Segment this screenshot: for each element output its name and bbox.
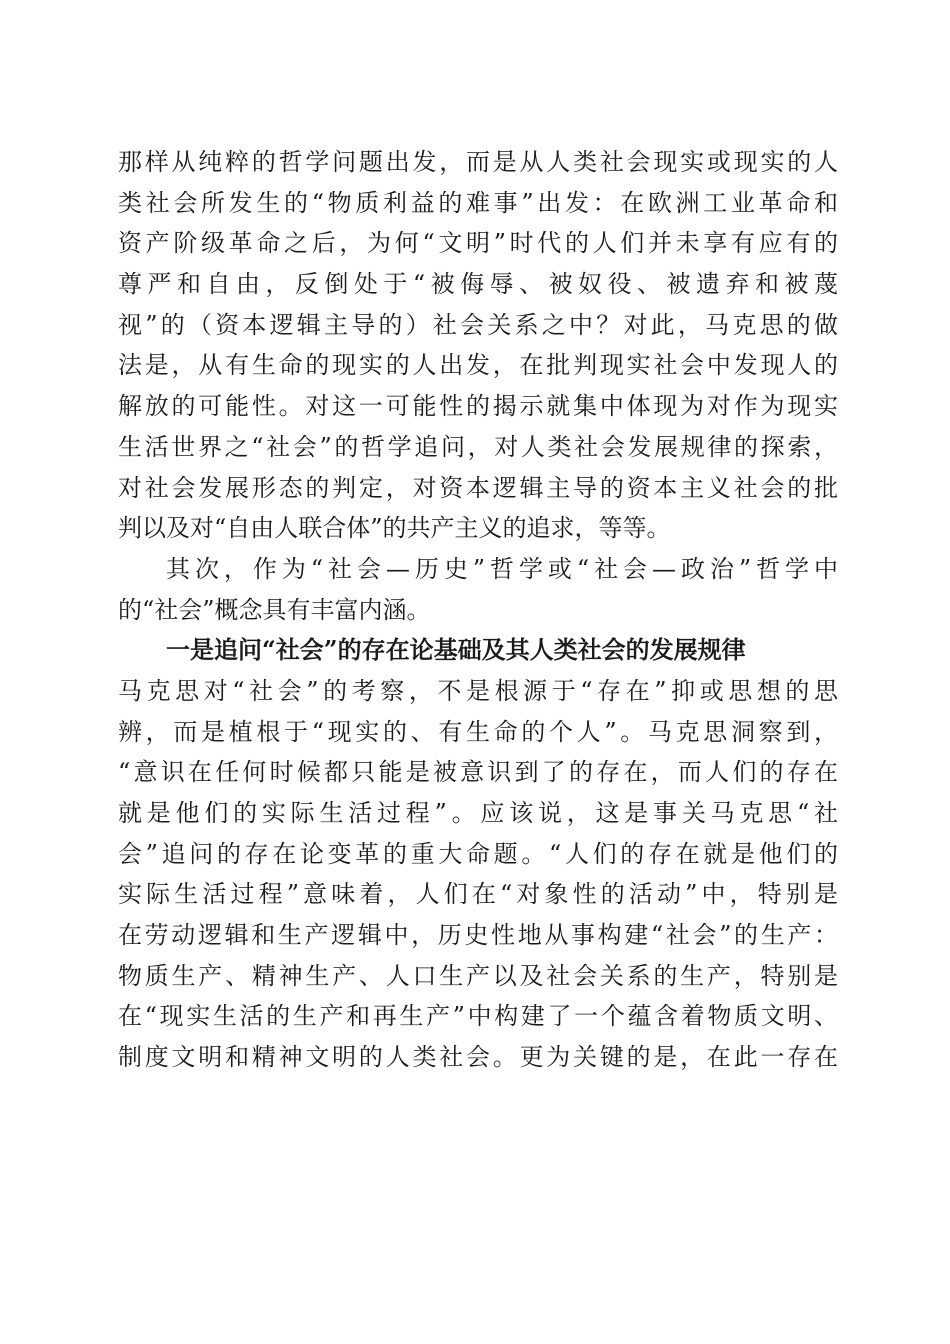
text-line: 物质生产、精神生产、人口生产以及社会关系的生产，特别是 [118,961,838,990]
text-line: “意识在任何时候都只能是被意识到了的存在，而人们的存在 [118,758,838,787]
text-line: 对社会发展形态的判定，对资本逻辑主导的资本主义社会的批 [118,473,838,502]
text-line: 生活世界之“社会”的哲学追问，对人类社会发展规律的探索， [118,432,838,461]
text-line: 判以及对“自由人联合体”的共产主义的追求，等等。 [118,514,671,543]
text-line: 在“现实生活的生产和再生产”中构建了一个蕴含着物质文明、 [118,1002,838,1031]
text-line: 制度文明和精神文明的人类社会。更为关键的是，在此一存在 [118,1043,838,1072]
text-line: 的“社会”概念具有丰富内涵。 [118,595,431,624]
text-line: 就是他们的实际生活过程”。应该说，这是事关马克思“社 [118,799,838,827]
text-line: 马克思对“社会”的考察，不是根源于“存在”抑或思想的思 [118,676,838,705]
text-line: 实际生活过程”意味着，人们在“对象性的活动”中，特别是 [118,880,838,909]
text-line: 资产阶级革命之后，为何“文明”时代的人们并未享有应有的 [118,229,838,258]
text-line: 视”的（资本逻辑主导的）社会关系之中？对此，马克思的做 [118,310,838,339]
text-line: 会”追问的存在论变革的重大命题。“人们的存在就是他们的 [118,839,838,868]
text-line: 那样从纯粹的哲学问题出发，而是从人类社会现实或现实的人 [118,148,838,176]
text-line: 解放的可能性。对这一可能性的揭示就集中体现为对作为现实 [118,392,838,421]
body-text [118,142,838,1078]
paragraph-start-line: 其次，作为“社会—历史”哲学或“社会—政治”哲学中 [166,554,838,583]
text-line: 辨，而是植根于“现实的、有生命的个人”。马克思洞察到， [118,717,838,746]
section-heading: 一是追问“社会”的存在论基础及其人类社会的发展规律 [166,635,746,665]
text-line: 尊严和自由，反倒处于“被侮辱、被奴役、被遗弃和被蔑 [118,270,838,299]
text-line: 类社会所发生的“物质利益的难事”出发：在欧洲工业革命和 [118,188,838,217]
text-line: 法是，从有生命的现实的人出发，在批判现实社会中发现人的 [118,351,838,380]
text-line: 在劳动逻辑和生产逻辑中，历史性地从事构建“社会”的生产： [118,921,838,950]
